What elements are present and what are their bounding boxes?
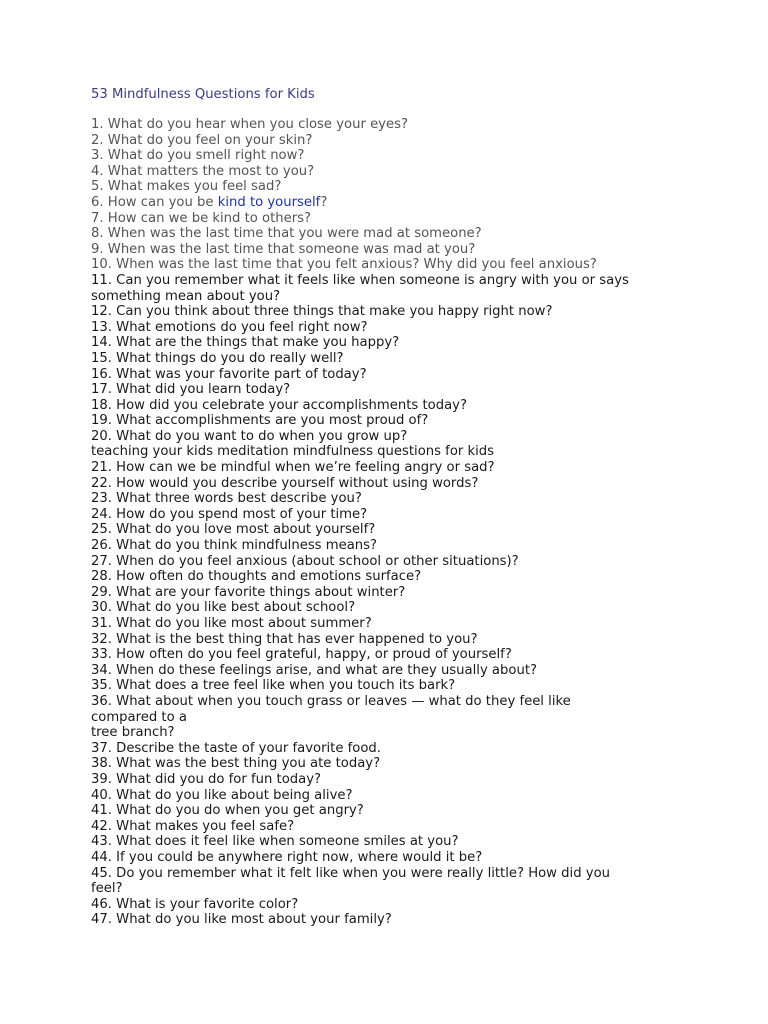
question-line: 34. When do these feelings arise, and what are they usually about? bbox=[91, 662, 537, 678]
question-line: 42. What makes you feel safe? bbox=[91, 818, 295, 834]
question-line: 41. What do you do when you get angry? bbox=[91, 803, 364, 819]
question-line: 17. What did you learn today? bbox=[91, 382, 291, 398]
question-line: 30. What do you like best about school? bbox=[91, 600, 356, 616]
question-line: 40. What do you like about being alive? bbox=[91, 787, 353, 803]
question-6-prefix: 6. How can you be bbox=[91, 194, 218, 210]
question-line: 12. Can you think about three things that make you happy right now? bbox=[91, 304, 553, 320]
question-line: 2. What do you feel on your skin? bbox=[91, 132, 313, 148]
question-list bbox=[91, 117, 691, 928]
question-line: 46. What is your favorite color? bbox=[91, 896, 299, 912]
question-group-intro bbox=[91, 117, 691, 195]
question-line: 27. When do you feel anxious (about school or other situations)? bbox=[91, 553, 519, 569]
question-line: 38. What was the best thing you ate today? bbox=[91, 756, 381, 772]
question-line: 32. What is the best thing that has ever happened to you? bbox=[91, 631, 478, 647]
question-line: 11. Can you remember what it feels like when someone is angry with you or says something mean about you? bbox=[91, 272, 629, 304]
question-line: 20. What do you want to do when you grow up? bbox=[91, 428, 408, 444]
question-line: 35. What does a tree feel like when you touch its bark? bbox=[91, 678, 456, 694]
question-line: 14. What are the things that make you happy? bbox=[91, 335, 400, 351]
question-line: 26. What do you think mindfulness means? bbox=[91, 538, 378, 554]
question-line: 10. When was the last time that you felt anxious? Why did you feel anxious? bbox=[91, 257, 597, 273]
question-line: teaching your kids meditation mindfulness questions for kids bbox=[91, 444, 495, 460]
question-line: 5. What makes you feel sad? bbox=[91, 179, 282, 195]
question-line: 9. When was the last time that someone was mad at you? bbox=[91, 241, 476, 257]
question-line: 8. When was the last time that you were mad at someone? bbox=[91, 226, 482, 242]
question-line: 1. What do you hear when you close your eyes? bbox=[91, 117, 408, 132]
question-line: 33. How often do you feel grateful, happy, or proud of yourself? bbox=[91, 647, 512, 663]
question-6 bbox=[91, 195, 691, 211]
question-line: 36. What about when you touch grass or leaves — what do they feel like compared to a tree branch? bbox=[91, 693, 571, 741]
question-line: 31. What do you like most about summer? bbox=[91, 616, 372, 631]
question-line: 44. If you could be anywhere right now, where would it be? bbox=[91, 849, 483, 865]
question-line: 16. What was your favorite part of today? bbox=[91, 366, 367, 382]
question-line: 3. What do you smell right now? bbox=[91, 148, 305, 164]
question-6-suffix: ? bbox=[320, 194, 328, 210]
question-line: 39. What did you do for fun today? bbox=[91, 771, 322, 787]
question-line: 28. How often do thoughts and emotions surface? bbox=[91, 569, 422, 585]
question-line: 18. How did you celebrate your accomplishments today? bbox=[91, 397, 467, 413]
kind-to-yourself-link[interactable]: kind to yourself bbox=[217, 194, 321, 210]
question-line: 21. How can we be mindful when we’re feeling angry or sad? bbox=[91, 460, 495, 476]
question-line: 4. What matters the most to you? bbox=[91, 163, 315, 179]
question-line: 24. How do you spend most of your time? bbox=[91, 506, 368, 522]
question-line: 13. What emotions do you feel right now? bbox=[91, 319, 368, 335]
document-title: 53 Mindfulness Questions for Kids bbox=[91, 87, 315, 102]
question-line: 23. What three words best describe you? bbox=[91, 491, 362, 507]
question-line: 45. Do you remember what it felt like when you were really little? How did you feel? bbox=[91, 865, 610, 897]
question-line: 37. Describe the taste of your favorite food. bbox=[91, 740, 381, 756]
question-line: 22. How would you describe yourself without using words? bbox=[91, 475, 479, 491]
question-line: 15. What things do you do really well? bbox=[91, 350, 344, 366]
question-line: 47. What do you like most about your family? bbox=[91, 912, 392, 928]
question-group-gray bbox=[91, 211, 691, 273]
question-line: 29. What are your favorite things about winter? bbox=[91, 584, 406, 600]
question-line: 43. What does it feel like when someone smiles at you? bbox=[91, 834, 459, 850]
question-line: 19. What accomplishments are you most proud of? bbox=[91, 413, 429, 429]
document-page bbox=[91, 86, 691, 928]
question-line: 7. How can we be kind to others? bbox=[91, 210, 312, 226]
question-group-main bbox=[91, 273, 691, 928]
question-line: 25. What do you love most about yourself? bbox=[91, 522, 376, 538]
